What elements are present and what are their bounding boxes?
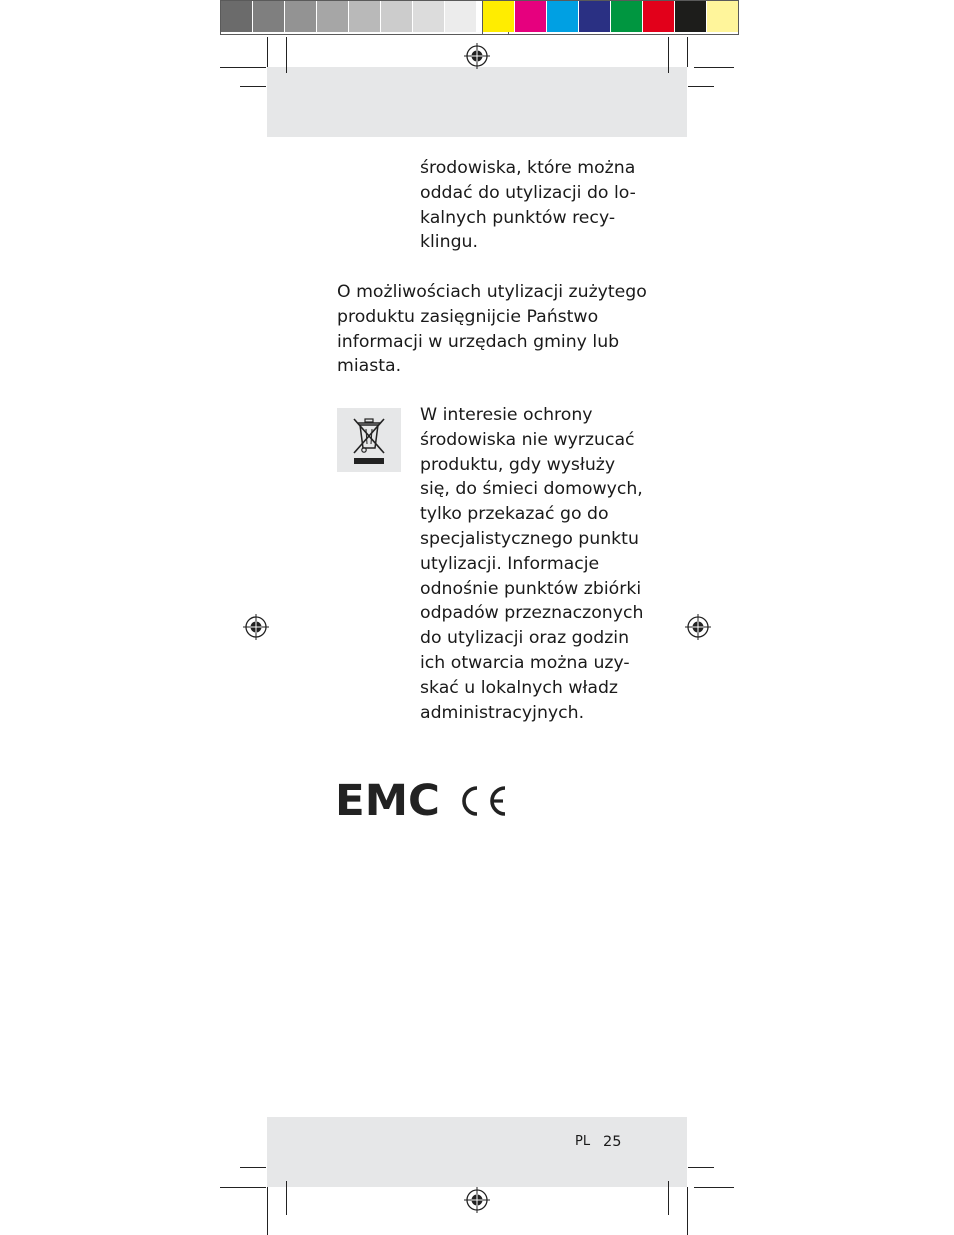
registration-mark-icon (464, 43, 490, 69)
color-swatch (675, 1, 707, 32)
crop-mark (668, 1181, 669, 1215)
language-code: PL (575, 1134, 591, 1149)
crop-mark (668, 37, 669, 73)
registration-mark-icon (464, 1187, 490, 1213)
color-swatch (413, 1, 445, 32)
text-line: informacji w urzędach gminy lub (337, 331, 620, 352)
registration-mark-icon (685, 614, 711, 640)
ce-mark-icon (464, 788, 505, 814)
emc-ce-logo (335, 778, 510, 822)
color-swatch (483, 1, 515, 32)
crop-mark (240, 1167, 266, 1168)
color-swatch (547, 1, 579, 32)
crop-mark (220, 67, 266, 68)
color-swatch (515, 1, 547, 32)
text-line: administracyjnych. (420, 702, 585, 723)
text-line: skać u lokalnych władz (420, 677, 619, 698)
crop-mark (694, 67, 734, 68)
crop-mark (240, 86, 266, 87)
text-line: klingu. (420, 232, 478, 253)
color-swatch (285, 1, 317, 32)
crop-mark (688, 86, 714, 87)
crop-mark (286, 1181, 287, 1215)
text-line: utylizacji. Informacje (420, 553, 600, 574)
color-calibration-bar (482, 0, 739, 35)
crop-mark (687, 37, 688, 67)
color-swatch (317, 1, 349, 32)
crop-mark (688, 1167, 714, 1168)
crop-mark (286, 37, 287, 73)
crop-mark (694, 1187, 734, 1188)
text-line: miasta. (337, 356, 402, 377)
text-line: specjalistycznego punktu (420, 528, 639, 549)
text-line: O możliwościach utylizacji zużytego (337, 282, 647, 302)
footer-band (267, 1117, 687, 1187)
emc-logo: EMC (335, 778, 440, 822)
disposal-info-paragraph (337, 280, 647, 379)
weee-symbol-box (337, 408, 401, 472)
color-swatch (707, 1, 738, 32)
crop-mark (687, 1187, 688, 1235)
text-line: oddać do utylizacji do lo- (420, 182, 636, 203)
color-swatch (221, 1, 253, 32)
text-line: do utylizacji oraz godzin (420, 628, 630, 649)
color-swatch (349, 1, 381, 32)
registration-mark-icon (243, 614, 269, 640)
color-swatch (381, 1, 413, 32)
color-swatch (579, 1, 611, 32)
text-line: produktu zasięgnijcie Państwo (337, 306, 599, 327)
text-line: odnośnie punktów zbiórki (420, 578, 642, 599)
color-swatch (611, 1, 643, 32)
conformity-logos (335, 778, 510, 822)
crop-mark (220, 1187, 266, 1188)
recycling-paragraph (420, 156, 636, 255)
text-line: produktu, gdy wysłuży (420, 454, 616, 475)
color-swatch (643, 1, 675, 32)
gray-calibration-bar (220, 0, 509, 35)
color-swatch (253, 1, 285, 32)
text-line: ich otwarcia można uzy- (420, 652, 630, 673)
header-band (267, 67, 687, 137)
text-line: odpadów przeznaczonych (420, 603, 644, 624)
text-line: środowiska nie wyrzucać (420, 429, 635, 450)
crop-mark (267, 37, 268, 67)
text-line: W interesie ochrony (420, 405, 593, 425)
text-line: kalnych punktów recy- (420, 207, 616, 228)
crop-mark (267, 1187, 268, 1235)
color-swatch (445, 1, 477, 32)
text-line: tylko przekazać go do (420, 504, 609, 525)
page-number: 25 (603, 1134, 622, 1150)
text-line: środowiska, które można (420, 158, 636, 178)
crossed-out-wheelie-bin-icon (337, 408, 401, 472)
text-line: się, do śmieci domowych, (420, 479, 643, 500)
weee-disposal-paragraph (420, 403, 643, 725)
